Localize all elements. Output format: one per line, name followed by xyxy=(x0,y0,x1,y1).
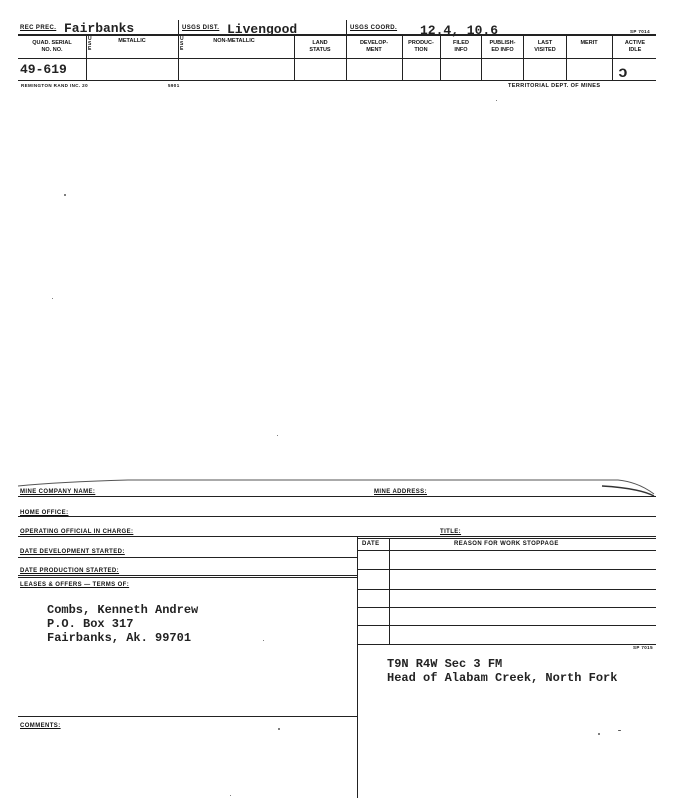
mine-company-name-label: MINE COMPANY NAME: xyxy=(20,489,96,495)
merit-header: MERIT xyxy=(580,40,598,46)
rule xyxy=(357,644,656,645)
metallic-header: METALLIC xyxy=(118,38,146,44)
use-nonmetallic-prefix: U S E xyxy=(180,36,184,52)
development-header: DEVELOP- MENT xyxy=(359,40,389,53)
speck xyxy=(263,640,264,641)
production-header: PRODUC- TION xyxy=(408,40,434,53)
rec-prec-label: REC PREC. xyxy=(20,25,57,31)
location-description: Head of Alabam Creek, North Fork xyxy=(387,671,618,685)
footer-mid: 5901 xyxy=(168,83,180,88)
speck xyxy=(598,733,600,735)
rule xyxy=(18,557,357,558)
operating-official-label: OPERATING OFFICIAL IN CHARGE: xyxy=(20,529,134,535)
active-idle-mark: ɔ xyxy=(618,64,628,82)
mine-address-label: MINE ADDRESS: xyxy=(374,489,427,495)
rule xyxy=(357,589,656,590)
rule xyxy=(178,20,179,80)
rec-prec-value: Fairbanks xyxy=(64,21,135,36)
footer-right: TERRITORIAL DEPT. OF MINES xyxy=(508,83,601,89)
use-metallic-prefix: U S E xyxy=(88,36,92,52)
location-township: T9N R4W Sec 3 FM xyxy=(387,657,503,671)
comments-label: COMMENTS: xyxy=(20,723,61,729)
rule xyxy=(18,80,656,81)
speck xyxy=(277,435,278,436)
usgs-dist-value: Livengood xyxy=(227,22,298,37)
rule xyxy=(18,716,357,717)
rule xyxy=(357,536,358,798)
rule xyxy=(18,577,357,578)
speck xyxy=(618,730,621,731)
filed-info-header: FILED INFO xyxy=(453,40,469,53)
rule xyxy=(18,496,656,497)
last-visited-header: LAST VISITED xyxy=(534,40,556,53)
form-number: SP 7015 xyxy=(633,645,653,650)
quad-serial-header: QUAD. SERIAL NO. NO. xyxy=(32,40,72,53)
rule xyxy=(18,575,357,576)
usgs-coord-label: USGS COORD. xyxy=(350,25,398,31)
form-number: SP 7014 xyxy=(630,29,650,34)
speck xyxy=(496,100,497,101)
speck xyxy=(52,298,53,299)
speck xyxy=(230,795,231,796)
rule xyxy=(357,550,656,551)
lessee-name: Combs, Kenneth Andrew xyxy=(47,603,199,617)
published-info-header: PUBLISH- ED INFO xyxy=(489,40,516,53)
active-idle-header: ACTIVE IDLE xyxy=(624,40,646,53)
date-column-header: DATE xyxy=(362,541,380,547)
rule xyxy=(357,625,656,626)
speck xyxy=(64,194,66,196)
title-label: TITLE: xyxy=(440,529,462,535)
speck xyxy=(278,728,280,730)
land-status-header: LAND STATUS xyxy=(309,40,331,53)
lessee-address: P.O. Box 317 xyxy=(47,617,134,631)
usgs-dist-label: USGS DIST. xyxy=(182,25,220,31)
rule xyxy=(18,516,656,517)
leases-offers-label: LEASES & OFFERS — TERMS OF: xyxy=(20,582,130,588)
home-office-label: HOME OFFICE: xyxy=(20,510,69,516)
rule xyxy=(389,538,390,644)
rule xyxy=(357,607,656,608)
usgs-coord-value: 12.4, 10.6 xyxy=(420,23,499,38)
rule xyxy=(357,538,656,539)
rule xyxy=(346,20,347,80)
date-production-label: DATE PRODUCTION STARTED: xyxy=(20,568,120,574)
non-metallic-header: NON-METALLIC xyxy=(213,38,255,44)
date-development-label: DATE DEVELOPMENT STARTED: xyxy=(20,549,125,555)
quad-serial-value: 49-619 xyxy=(20,62,67,77)
rule xyxy=(18,58,656,59)
rule xyxy=(357,569,656,570)
reason-column-header: REASON FOR WORK STOPPAGE xyxy=(454,541,559,547)
footer-left: REMINGTON RAND INC. 20 xyxy=(21,83,88,88)
lessee-city: Fairbanks, Ak. 99701 xyxy=(47,631,192,645)
rule xyxy=(18,536,656,537)
